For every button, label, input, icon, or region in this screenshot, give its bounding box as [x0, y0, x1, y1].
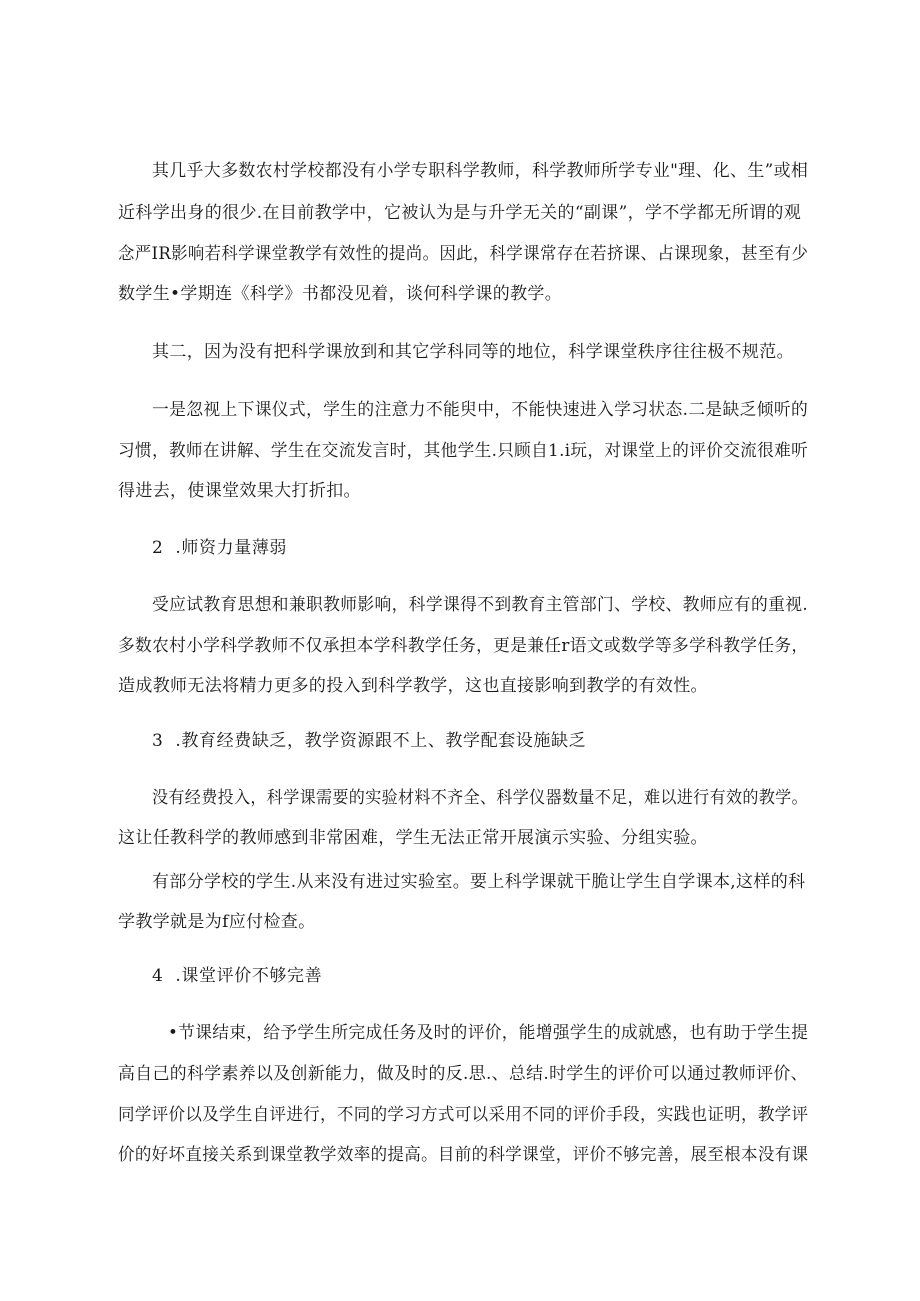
text-line: 高自己的科学素养以及创新能力，做及时的反.思.、总结.时学生的评价可以通过教师评价、: [118, 1064, 808, 1084]
text-line: 学教学就是为f应付检查。: [118, 912, 316, 932]
text-line: 这让任教科学的教师感到非常困难，学生无法正常开展演示实验、分组实验。: [118, 828, 708, 848]
text-line: 多数农村小学科学教师不仅承担本学科教学任务，更是兼任r语文或数学等多学科教学任务，: [118, 636, 809, 656]
text-line: 念严IR影响若科学课堂教学有效性的提尚。因此，科学课常存在若挤课、占课现象，甚至有少: [118, 244, 809, 264]
text-line: 没有经费投入，科学课需要的实验材料不齐全、科学仪器数量不足，难以进行有效的教学。: [152, 788, 808, 808]
section-heading-teacher-strength: 2 .师资力量薄弱: [152, 538, 288, 558]
text-line: 得进去，使课堂效果大打折扣。: [118, 481, 361, 501]
text-line: •节课结束，给予学生所完成任务及时的评价，能增强学生的成就感，也有助于学生提: [168, 1023, 809, 1043]
section-heading-evaluation: 4 .课堂评价不够完善: [152, 966, 323, 986]
text-line: 习惯，教师在讲解、学生在交流发言时，其他学生.只顾自1.i玩，对课堂上的评价交流很难听: [118, 441, 809, 461]
text-line: 近科学出身的很少.在目前教学中，它被认为是与升学无关的“副课”，学不学都无所谓的观: [118, 203, 802, 223]
text-line: 其二，因为没有把科学课放到和其它学科同等的地位，科学课堂秩序往往极不规范。: [152, 342, 794, 362]
text-line: 一是忽视上下课仪式，学生的注意力不能臾中，不能快速进入学习状态.二是缺乏倾听的: [152, 400, 809, 420]
section-heading-funding: 3 .教育经费缺乏，教学资源跟不上、教学配套设施缺乏: [152, 731, 587, 751]
text-line: 造成教师无法将精力更多的投入到科学教学，这也直接影响到教学的有效性。: [118, 676, 708, 696]
text-line: 数学生•学期连《科学》书都没见着，谈何科学课的教学。: [118, 284, 563, 304]
text-line: 其几乎大多数农村学校都没有小学专职科学教师，科学教师所学专业"理、化、生”或相: [152, 161, 809, 181]
text-line: 有部分学校的学生.从来没有进过实验室。要上科学课就干脆让学生自学课本,这样的科: [152, 872, 806, 892]
text-line: 价的好坏直接关系到课堂教学效率的提高。目前的科学课堂，评价不够完善，展至根本没有课: [118, 1145, 809, 1165]
text-line: 受应试教育思想和兼职教师影响，科学课得不到教育主管部门、学校、教师应有的重视.: [152, 595, 809, 615]
text-line: 同学评价以及学生自评进行，不同的学习方式可以采用不同的评价手段，实践也证明，教学评: [118, 1105, 809, 1125]
